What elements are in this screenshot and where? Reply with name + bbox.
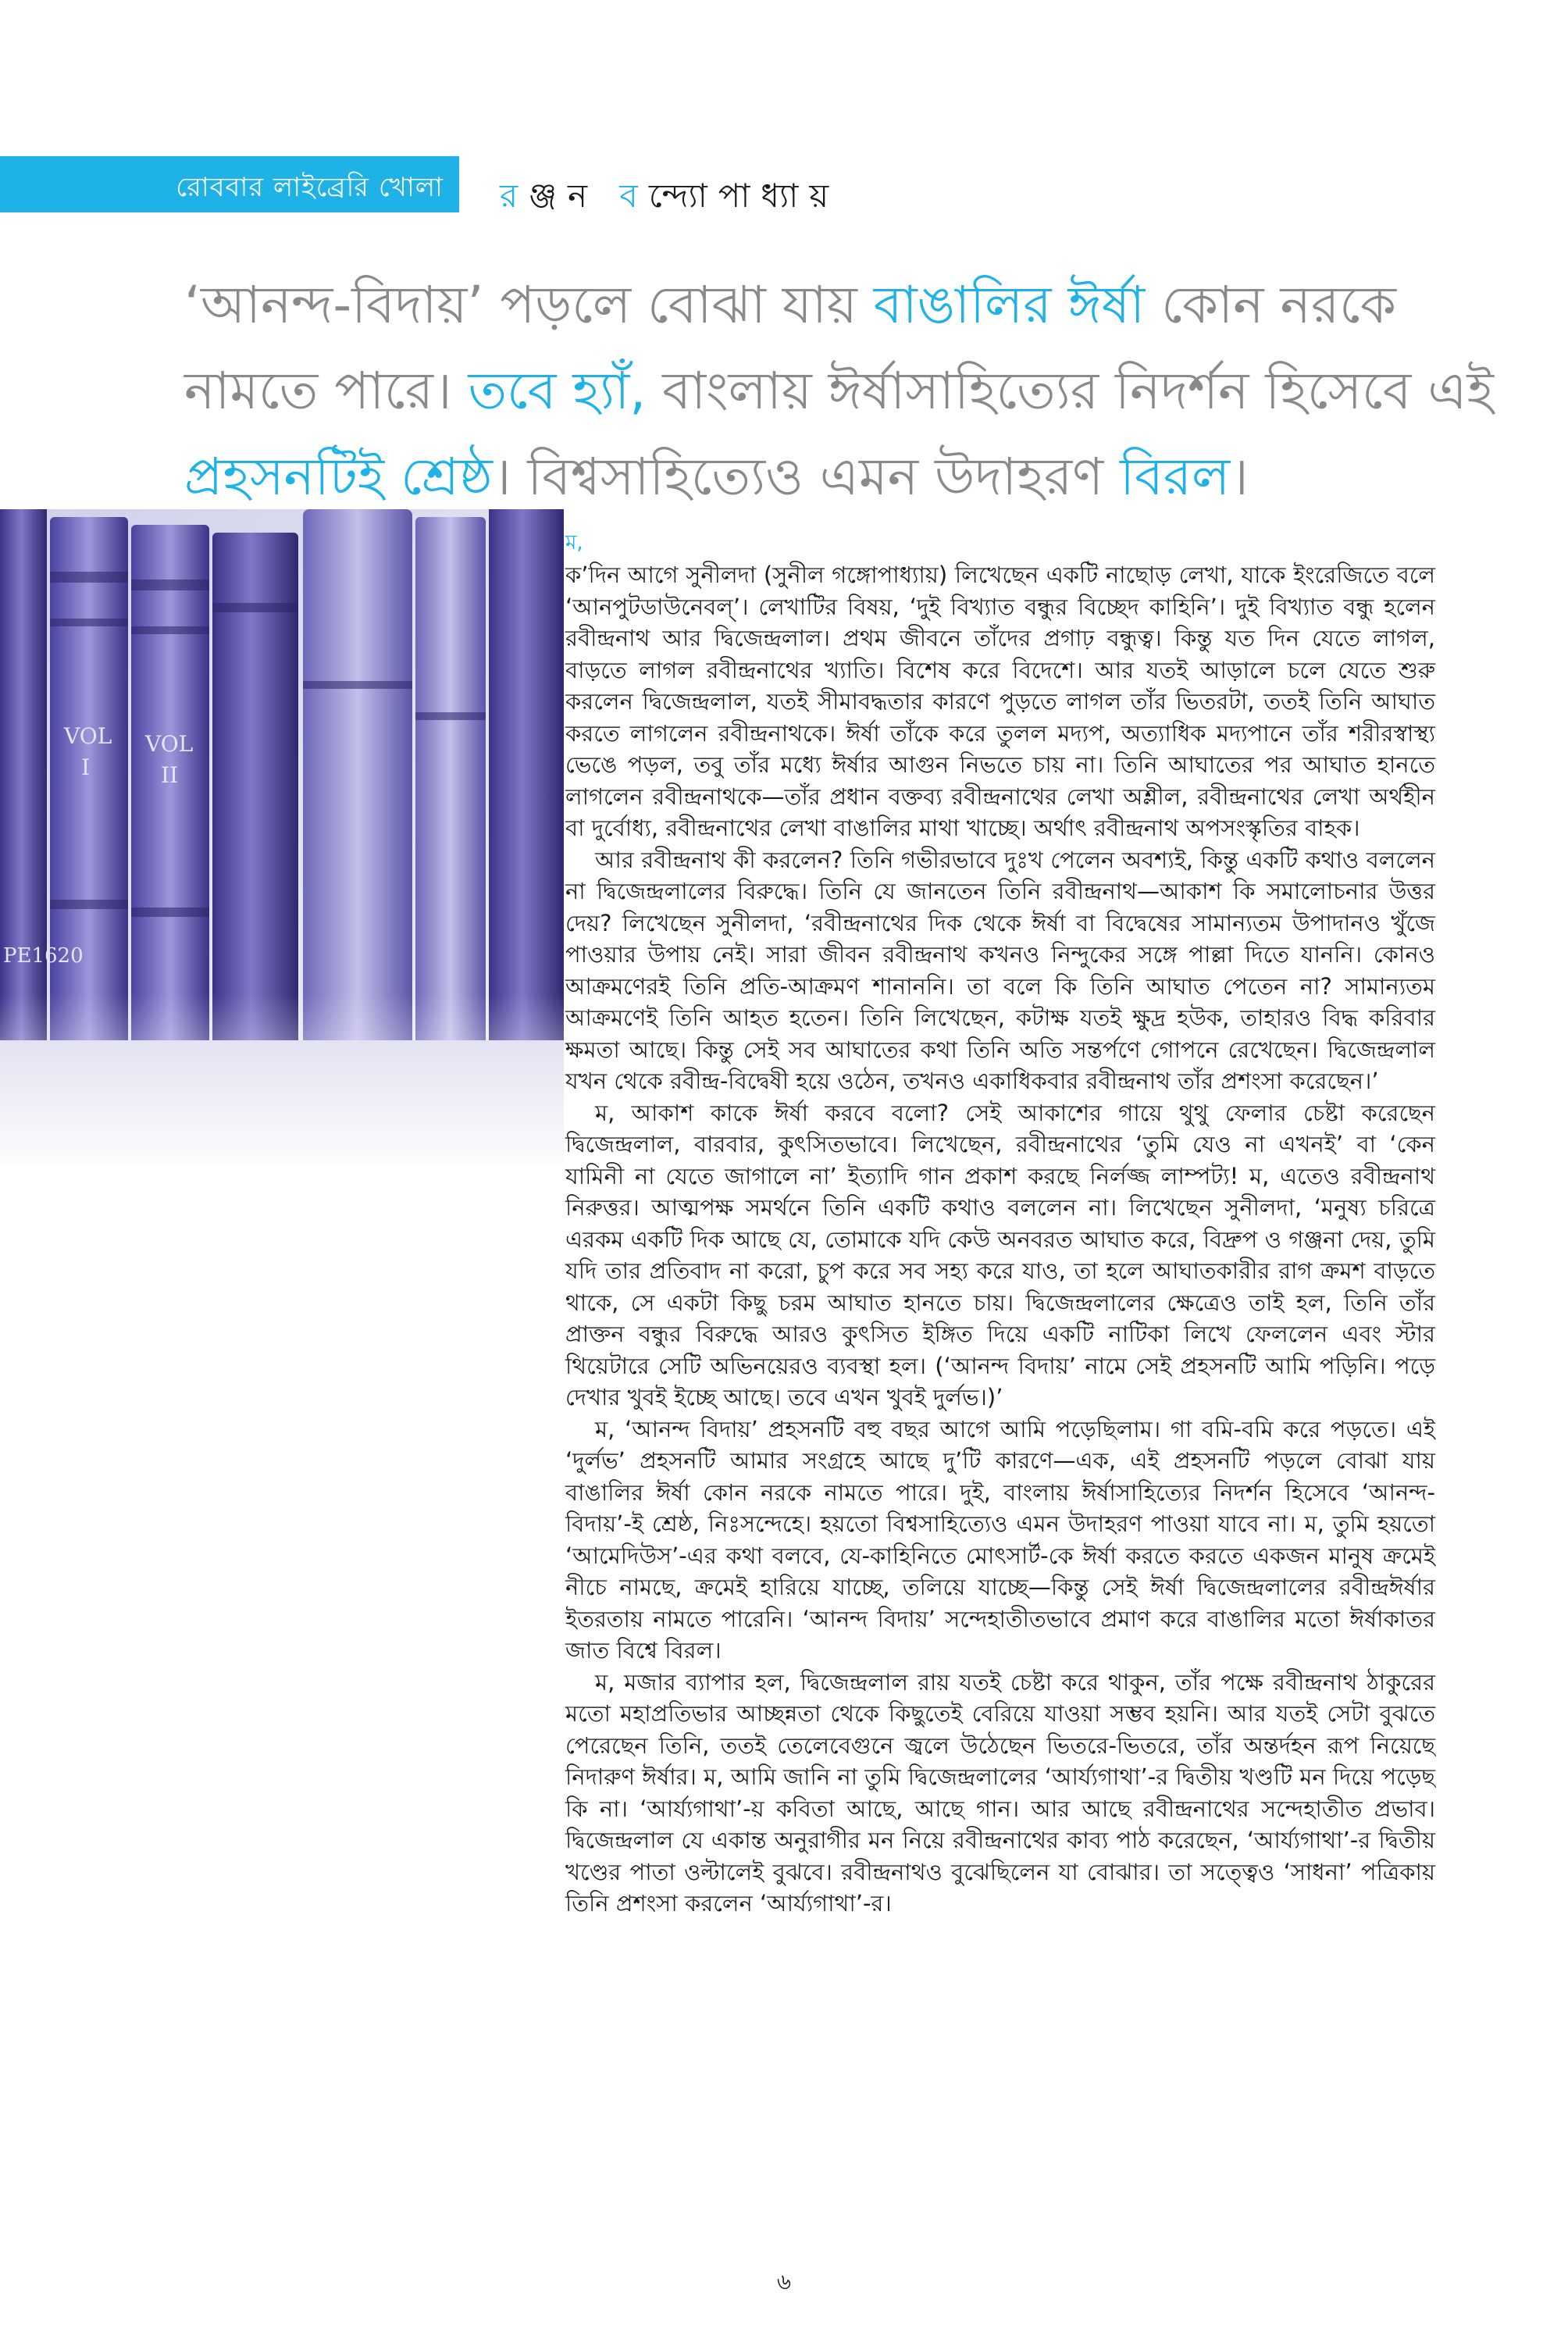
spine-label: II xyxy=(161,762,179,788)
column-name: রোববার লাইব্রেরি খোলা xyxy=(176,172,444,203)
article-paragraph: ম, মজার ব্যাপার হল, দ্বিজেন্দ্রলাল রায় যতই চেষ্টা করে থাকুন, তাঁর পক্ষে রবীন্দ্রনাথ ঠাকুরের মতো মহাপ্রতিভার আচ্ছন্নতা থেকে কিছুতেই বেরিয়ে যাওয়া সম্ভব হয়নি। আর যতই সেটা বুঝতে পেরেছেন তিনি, ততই তেলেবেগুনে জ্বলে উঠেছেন ভিতরে-ভিতরে, তাঁর অন্তর্দহন রূপ নিয়েছে নিদারুণ ঈর্ষার। ম, আমি জানি না তুমি দ্বিজেন্দ্রলালের ‘আর্য্যগাথা’-র দ্বিতীয় খণ্ডটি মন দিয়ে পড়েছ কি না। ‘আর্য্যগাথা’-য় কবিতা আছে, আছে গান। আর আছে রবীন্দ্রনাথের সন্দেহাতীত প্রভাব। দ্বিজেন্দ্রলাল যে একান্ত অনুরাগীর মন নিয়ে রবীন্দ্রনাথের কাব্য পাঠ করেছেন, ‘আর্য্যগাথা’-র দ্বিতীয় খণ্ডের পাতা ওল্টালেই বুঝবে। রবীন্দ্রনাথও বুঝেছিলেন যা বোঝার। তা সত্ত্বেও ‘সাধনা’ পত্রিকায় তিনি প্রশংসা করলেন ‘আর্য্যগাথা’-র। xyxy=(565,1668,1435,1917)
article-paragraph: আর রবীন্দ্রনাথ কী করলেন? তিনি গভীরভাবে দুঃখ পেলেন অবশ্যই, কিন্তু একটি কথাও বললেন না দ্বিজেন্দ্রলালের বিরুদ্ধে। তিনি যে জানতেন তিনি রবীন্দ্রনাথ—আকাশ কি সমালোচনার উত্তর দেয়? লিখেছেন সুনীলদা, ‘রবীন্দ্রনাথের দিক থেকে ঈর্ষা বা বিদ্বেষের সামান্যতম উপাদানও খুঁজে পাওয়ার উপায় নেই। সারা জীবন রবীন্দ্রনাথ কখনও নিন্দুকের সঙ্গে পাল্লা দিতে যাননি। কোনও আক্রমণেরই তিনি প্রতি-আক্রমণ শানাননি। তা বলে কি তিনি আঘাত পেতেন না? সামান্যতম আক্রমণেই তিনি আহত হতেন। তিনি লিখেছেন, কটাক্ষ যতই ক্ষুদ্র হউক, তাহারও বিদ্ধ করিবার ক্ষমতা আছে। কিন্তু সেই সব আঘাতের কথা তিনি অতি সন্তর্পণে গোপনে রেখেছেন। দ্বিজেন্দ্রলাল যখন থেকে রবীন্দ্র-বিদ্বেষী হয়ে ওঠেন, তখনও একাধিকবার রবীন্দ্রনাথ তাঁর প্রশংসা করেছেন।’ xyxy=(565,846,1435,1094)
column-header-bar xyxy=(0,156,459,212)
page-number: ৬ xyxy=(776,2269,792,2295)
pq-highlight: বিরল xyxy=(1120,447,1231,507)
author-last-rest: ন্দ্যোপাধ্যায় xyxy=(648,177,840,215)
books-illustration xyxy=(0,509,564,1167)
article-paragraph: ম, ‘আনন্দ বিদায়’ প্রহসনটি বহু বছর আগে আমি পড়েছিলাম। গা বমি-বমি করে পড়তে। এই ‘দুর্লভ’ প্রহসনটি আমার সংগ্রহে আছে দু’টি কারণে—এক, এই প্রহসনটি পড়লে বোঝা যায় বাঙালির ঈর্ষা কোন নরকে নামতে পারে। দুই, বাংলায় ঈর্ষাসাহিত্যের নিদর্শন হিসেবে ‘আনন্দ-বিদায়’-ই শ্রেষ্ঠ, নিঃসন্দেহে। হয়তো বিশ্বসাহিত্যেও এমন উদাহরণ পাওয়া যাবে না। ম, তুমি হয়তো ‘আমেদিউস’-এর কথা বলবে, যে-কাহিনিতে মোৎসার্ট-কে ঈর্ষা করতে করতে একজন মানুষ ক্রমেই নীচে নামছে, ক্রমেই হারিয়ে যাচ্ছে, তলিয়ে যাচ্ছে—কিন্তু সেই ঈর্ষা দ্বিজেন্দ্রলালের রবীন্দ্রঈর্ষার ইতরতায় নামতে পারেনি। ‘আনন্দ বিদায়’ সন্দেহাতীতভাবে প্রমাণ করে বাঙালির মতো ঈর্ষাকাতর জাত বিশ্বে বিরল। xyxy=(565,1415,1435,1664)
pq-text: নামতে পারে। xyxy=(184,361,469,421)
pull-quote-line-2 xyxy=(184,348,1494,434)
pq-highlight: বাঙালির ঈর্ষা xyxy=(873,275,1146,335)
pull-quote xyxy=(184,262,1494,520)
author-last-initial: ব xyxy=(619,177,649,215)
spine-label: PE1620 xyxy=(3,944,84,968)
article-body xyxy=(565,530,1435,1920)
spine-label: I xyxy=(81,754,91,780)
pq-text: । xyxy=(1230,447,1249,507)
pq-highlight: প্রহসনটিই শ্রেষ্ঠ xyxy=(184,447,493,507)
pq-text: বাংলায় ঈর্ষাসাহিত্যের নিদর্শন হিসেবে এই xyxy=(646,361,1494,421)
pq-text: কোন নরকে xyxy=(1145,275,1396,335)
author-first-rest: ঞ্জন xyxy=(529,177,599,215)
article-paragraph: ম, আকাশ কাকে ঈর্ষা করবে বলো? সেই আকাশের গায়ে থুথু ফেলার চেষ্টা করেছেন দ্বিজেন্দ্রলাল, বারবার, কুৎসিতভাবে। লিখেছেন, রবীন্দ্রনাথের ‘তুমি যেও না এখনই’ বা ‘কেন যামিনী না যেতে জাগালে না’ ইত্যাদি গান প্রকাশ করছে নির্লজ্জ লাম্পট্য! ম, এতেও রবীন্দ্রনাথ নিরুত্তর। আত্মপক্ষ সমর্থনে তিনি একটি কথাও বললেন না। লিখেছেন সুনীলদা, ‘মনুষ্য চরিত্রে এরকম একটি দিক আছে যে, তোমাকে যদি কেউ অনবরত আঘাত করে, বিদ্রুপ ও গঞ্জনা দেয়, তুমি যদি তার প্রতিবাদ না করো, চুপ করে সব সহ্য করে যাও, তা হলে আঘাতকারীর রাগ ক্রমশ বাড়তে থাকে, সে একটা কিছু চরম আঘাত হানতে চায়। দ্বিজেন্দ্রলালের ক্ষেত্রেও তাই হল, তিনি তাঁর প্রাক্তন বন্ধুর বিরুদ্ধে আরও কুৎসিত ইঙ্গিত দিয়ে একটি নাটিকা লিখে ফেললেন এবং স্টার থিয়েটারে সেটি অভিনয়েরও ব্যবস্থা হল। (‘আনন্দ বিদায়’ নামে সেই প্রহসনটি আমি পড়িনি। পড়ে দেখার খুবই ইচ্ছে আছে। তবে এখন খুবই দুর্লভ।)’ xyxy=(565,1099,1435,1410)
pull-quote-line-1 xyxy=(184,262,1473,348)
salutation: ম, xyxy=(565,531,583,555)
pq-text: ‘আনন্দ-বিদায়’ পড়লে বোঝা যায় xyxy=(184,275,874,335)
spine-label: VOL xyxy=(64,723,112,749)
pq-highlight: তবে হ্যাঁ, xyxy=(468,361,647,421)
author-first-initial: র xyxy=(500,177,529,215)
books-photo xyxy=(0,509,564,1167)
pull-quote-line-3 xyxy=(184,434,1473,520)
spine-label: VOL xyxy=(145,731,194,757)
article-paragraph: ক’দিন আগে সুনীলদা (সুনীল গঙ্গোপাধ্যায়) লিখেছেন একটি নাছোড় লেখা, যাকে ইংরেজিতে বলে ‘আনপুটডাউনেবল্‌’। লেখাটির বিষয়, ‘দুই বিখ্যাত বন্ধুর বিচ্ছেদ কাহিনি’। দুই বিখ্যাত বন্ধু হলেন রবীন্দ্রনাথ আর দ্বিজেন্দ্রলাল। প্রথম জীবনে তাঁদের প্রগাঢ় বন্ধুত্ব। কিন্তু যত দিন যেতে লাগল, বাড়তে লাগল রবীন্দ্রনাথের খ্যাতি। বিশেষ করে বিদেশে। আর যতই আড়ালে চলে যেতে শুরু করলেন দ্বিজেন্দ্রলাল, যতই সীমাবদ্ধতার কারণে পুড়তে লাগল তাঁর ভিতরটা, ততই তিনি আঘাত করতে লাগলেন রবীন্দ্রনাথকে। ঈর্ষা তাঁকে করে তুলল মদ্যপ, অত্যাধিক মদ্যপানে তাঁর শরীরস্বাস্থ্য ভেঙে পড়ল, তবু তাঁর মধ্যে ঈর্ষার আগুন নিভতে চায় না। তিনি আঘাতের পর আঘাত হানতে লাগলেন রবীন্দ্রনাথকে—তাঁর প্রধান বক্তব্য রবীন্দ্রনাথের লেখা অশ্লীল, রবীন্দ্রনাথের লেখা অর্থহীন বা দুর্বোধ্য, রবীন্দ্রনাথের লেখা বাঙালির মাথা খাচ্ছে। অর্থাৎ রবীন্দ্রনাথ অপসংস্কৃতির বাহক। xyxy=(565,562,1435,841)
author-byline xyxy=(500,170,839,226)
pq-text: । বিশ্বসাহিত্যেও এমন উদাহরণ xyxy=(492,447,1121,507)
